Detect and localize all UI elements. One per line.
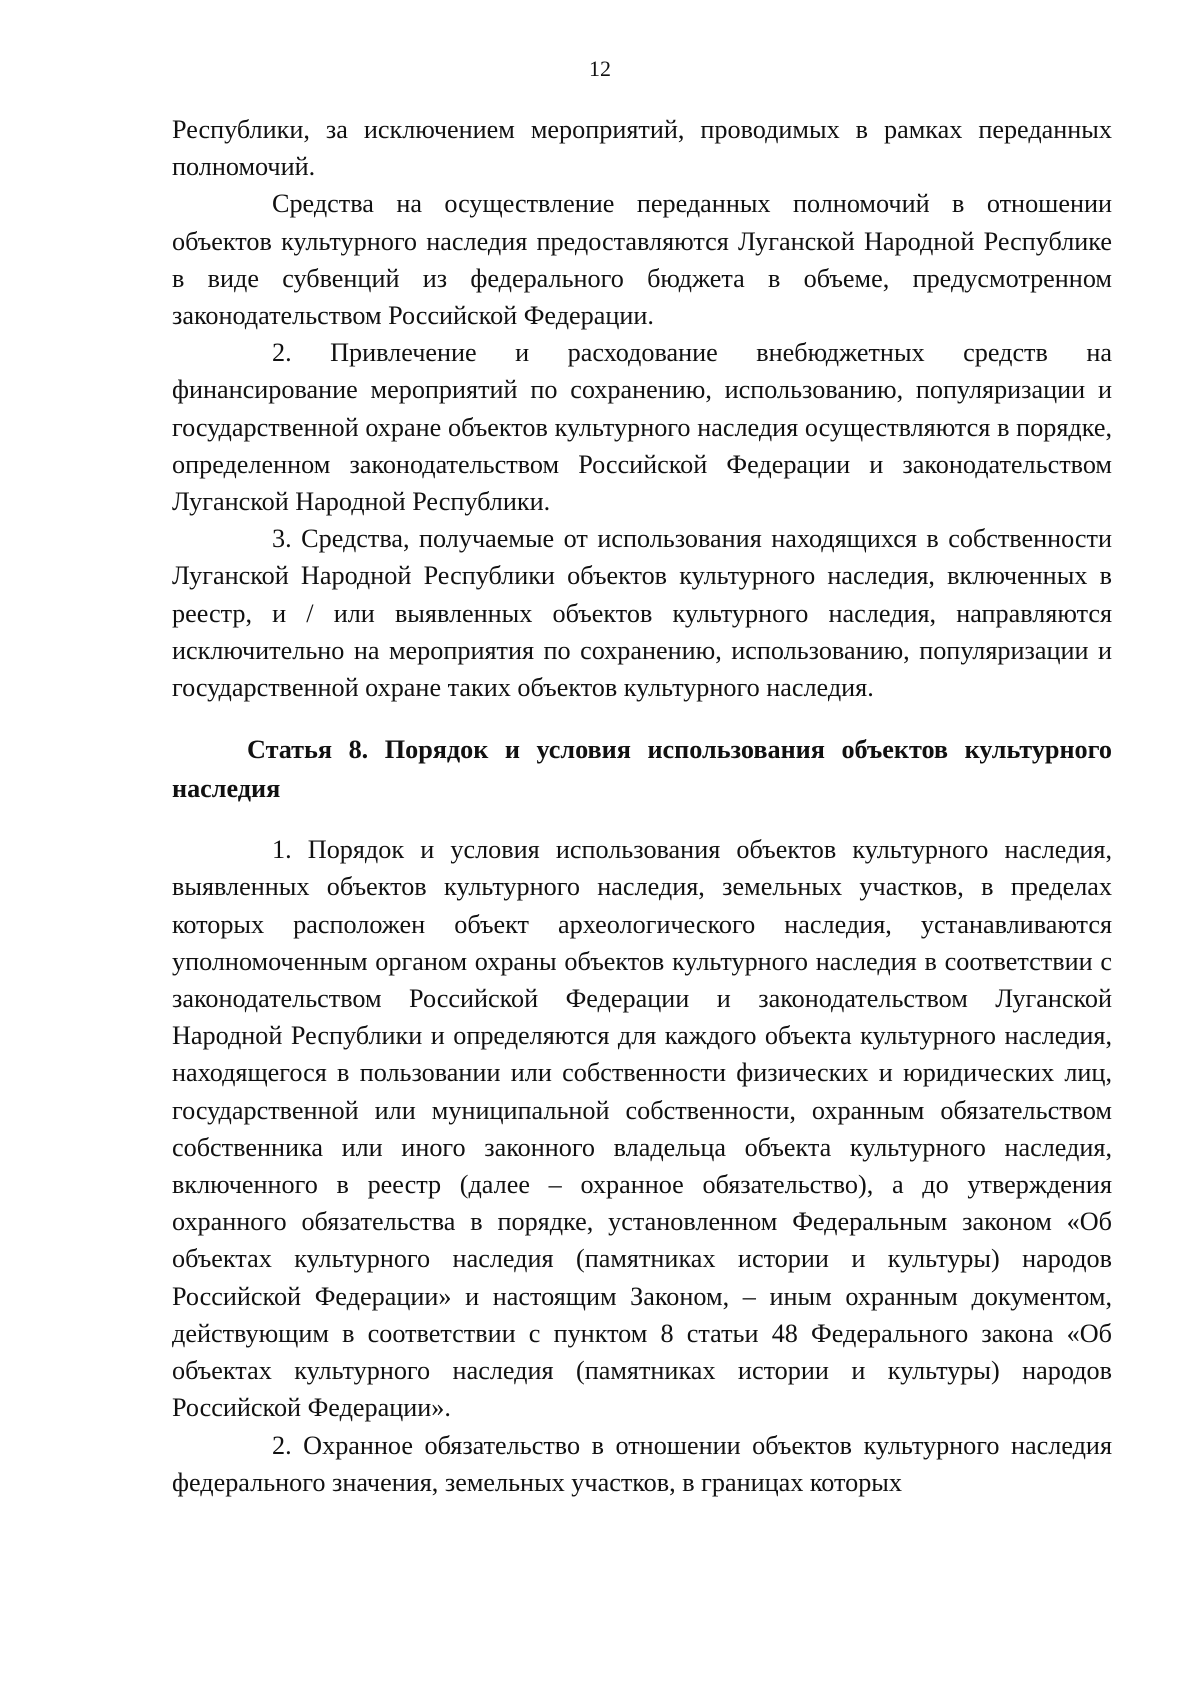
article-8-heading: Статья 8. Порядок и условия использования объектов культурного наследия <box>172 735 1112 804</box>
paragraph-funding-subventions: Средства на осуществление переданных полномочий в отношении объектов культурного наследия предоставляются Луганской Народной Республике в виде субвенций из федерального бюджета в объеме, предусмотренном законодательством Российской Федерации. <box>172 189 1112 331</box>
article-8-paragraph-2: 2. Охранное обязательство в отношении объектов культурного наследия федерального значения, земельных участков, в границах которых <box>172 1430 1112 1497</box>
document-body <box>172 111 1112 1501</box>
page-number: 12 <box>589 56 611 81</box>
paragraph-item-3-revenue: 3. Средства, получаемые от использования находящихся в собственности Луганской Народной Республики объектов культурного наследия, включенных в реестр, и / или выявленных объектов культурного наследия, направляются исключительно на мероприятия по сохранению, использованию, популяризации и государственной охране таких объектов культурного наследия. <box>172 524 1112 703</box>
paragraph-continuation: Республики, за исключением мероприятий, проводимых в рамках переданных полномочий. <box>172 115 1112 182</box>
article-8-paragraph-1: 1. Порядок и условия использования объектов культурного наследия, выявленных объектов культурного наследия, земельных участков, в пределах которых расположен объект археологического наследия, устанавливаются уполномоченным органом охраны объектов культурного наследия в соответствии с законодательством Российской Федерации и законодательством Луганской Народной Республики и определяются для каждого объекта культурного наследия, находящегося в пользовании или собственности физических и юридических лиц, государственной или муниципальной собственности, охранным обязательством собственника или иного законного владельца объекта культурного наследия, включенного в реестр (далее – охранное обязательство), а до утверждения охранного обязательства в порядке, установленном Федеральным законом «Об объектах культурного наследия (памятниках истории и культуры) народов Российской Федерации» и настоящим Законом, – иным охранным документом, действующим в соответствии с пунктом 8 статьи 48 Федерального закона «Об объектах культурного наследия (памятниках истории и культуры) народов Российской Федерации». <box>172 835 1112 1423</box>
paragraph-item-2-extrabudgetary: 2. Привлечение и расходование внебюджетных средств на финансирование мероприятий по сохранению, использованию, популяризации и государственной охране объектов культурного наследия осуществляются в порядке, определенном законодательством Российской Федерации и законодательством Луганской Народной Республики. <box>172 338 1112 517</box>
